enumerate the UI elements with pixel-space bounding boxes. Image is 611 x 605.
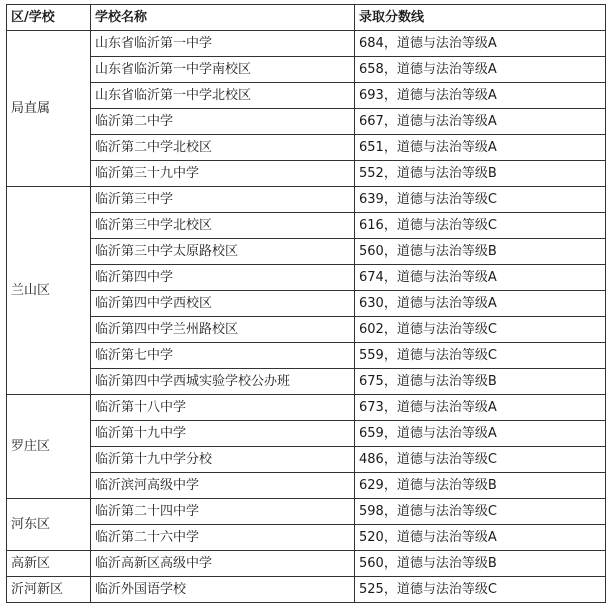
school-name-cell: 临沂第二十六中学 xyxy=(91,525,355,551)
school-name-cell: 临沂第三中学太原路校区 xyxy=(91,239,355,265)
table-row xyxy=(7,473,606,499)
table-row xyxy=(7,187,606,213)
school-name-cell: 临沂第四中学 xyxy=(91,265,355,291)
school-name-cell: 山东省临沂第一中学 xyxy=(91,31,355,57)
score-cell: 667，道德与法治等级A xyxy=(355,109,606,135)
school-name-cell: 临沂第二十四中学 xyxy=(91,499,355,525)
score-cell: 616，道德与法治等级C xyxy=(355,213,606,239)
district-cell: 兰山区 xyxy=(7,187,91,395)
table-row xyxy=(7,499,606,525)
header-school-name: 学校名称 xyxy=(91,5,355,31)
school-name-cell: 山东省临沂第一中学北校区 xyxy=(91,83,355,109)
school-name-cell: 临沂第七中学 xyxy=(91,343,355,369)
table-row xyxy=(7,109,606,135)
school-name-cell: 临沂第十八中学 xyxy=(91,395,355,421)
table-row xyxy=(7,265,606,291)
score-cell: 675，道德与法治等级B xyxy=(355,369,606,395)
school-name-cell: 临沂第二中学 xyxy=(91,109,355,135)
table-body xyxy=(7,31,606,603)
header-admission-score: 录取分数线 xyxy=(355,5,606,31)
score-cell: 486，道德与法治等级C xyxy=(355,447,606,473)
table-row xyxy=(7,239,606,265)
table-row xyxy=(7,83,606,109)
table-row xyxy=(7,421,606,447)
score-cell: 684，道德与法治等级A xyxy=(355,31,606,57)
header-district: 区/学校 xyxy=(7,5,91,31)
score-cell: 552，道德与法治等级B xyxy=(355,161,606,187)
school-name-cell: 临沂第四中学西校区 xyxy=(91,291,355,317)
score-cell: 602，道德与法治等级C xyxy=(355,317,606,343)
table-row xyxy=(7,551,606,577)
school-name-cell: 临沂第十九中学分校 xyxy=(91,447,355,473)
school-name-cell: 山东省临沂第一中学南校区 xyxy=(91,57,355,83)
admission-score-table xyxy=(6,4,606,603)
district-cell: 河东区 xyxy=(7,499,91,551)
table-row xyxy=(7,525,606,551)
score-cell: 629，道德与法治等级B xyxy=(355,473,606,499)
table-row xyxy=(7,57,606,83)
school-name-cell: 临沂第三中学 xyxy=(91,187,355,213)
school-name-cell: 临沂滨河高级中学 xyxy=(91,473,355,499)
school-name-cell: 临沂外国语学校 xyxy=(91,577,355,603)
table-row xyxy=(7,317,606,343)
school-name-cell: 临沂第十九中学 xyxy=(91,421,355,447)
table-row xyxy=(7,577,606,603)
table-row xyxy=(7,291,606,317)
score-cell: 658，道德与法治等级A xyxy=(355,57,606,83)
district-cell: 高新区 xyxy=(7,551,91,577)
district-cell: 局直属 xyxy=(7,31,91,187)
school-name-cell: 临沂第四中学兰州路校区 xyxy=(91,317,355,343)
district-cell: 沂河新区 xyxy=(7,577,91,603)
school-name-cell: 临沂第三中学北校区 xyxy=(91,213,355,239)
score-cell: 520，道德与法治等级A xyxy=(355,525,606,551)
table-row xyxy=(7,369,606,395)
table-row xyxy=(7,161,606,187)
score-cell: 693，道德与法治等级A xyxy=(355,83,606,109)
score-cell: 639，道德与法治等级C xyxy=(355,187,606,213)
score-cell: 630，道德与法治等级A xyxy=(355,291,606,317)
score-cell: 674，道德与法治等级A xyxy=(355,265,606,291)
table-row xyxy=(7,213,606,239)
table-row xyxy=(7,447,606,473)
table-row xyxy=(7,395,606,421)
score-cell: 673，道德与法治等级A xyxy=(355,395,606,421)
score-cell: 659，道德与法治等级A xyxy=(355,421,606,447)
table-header-row xyxy=(7,5,606,31)
score-cell: 560，道德与法治等级B xyxy=(355,551,606,577)
score-cell: 598，道德与法治等级C xyxy=(355,499,606,525)
school-name-cell: 临沂第二中学北校区 xyxy=(91,135,355,161)
score-cell: 651，道德与法治等级A xyxy=(355,135,606,161)
school-name-cell: 临沂第四中学西城实验学校公办班 xyxy=(91,369,355,395)
score-cell: 525，道德与法治等级C xyxy=(355,577,606,603)
score-cell: 560，道德与法治等级B xyxy=(355,239,606,265)
score-cell: 559，道德与法治等级C xyxy=(355,343,606,369)
school-name-cell: 临沂第三十九中学 xyxy=(91,161,355,187)
table-row xyxy=(7,31,606,57)
table-row xyxy=(7,135,606,161)
district-cell: 罗庄区 xyxy=(7,395,91,499)
school-name-cell: 临沂高新区高级中学 xyxy=(91,551,355,577)
table-row xyxy=(7,343,606,369)
